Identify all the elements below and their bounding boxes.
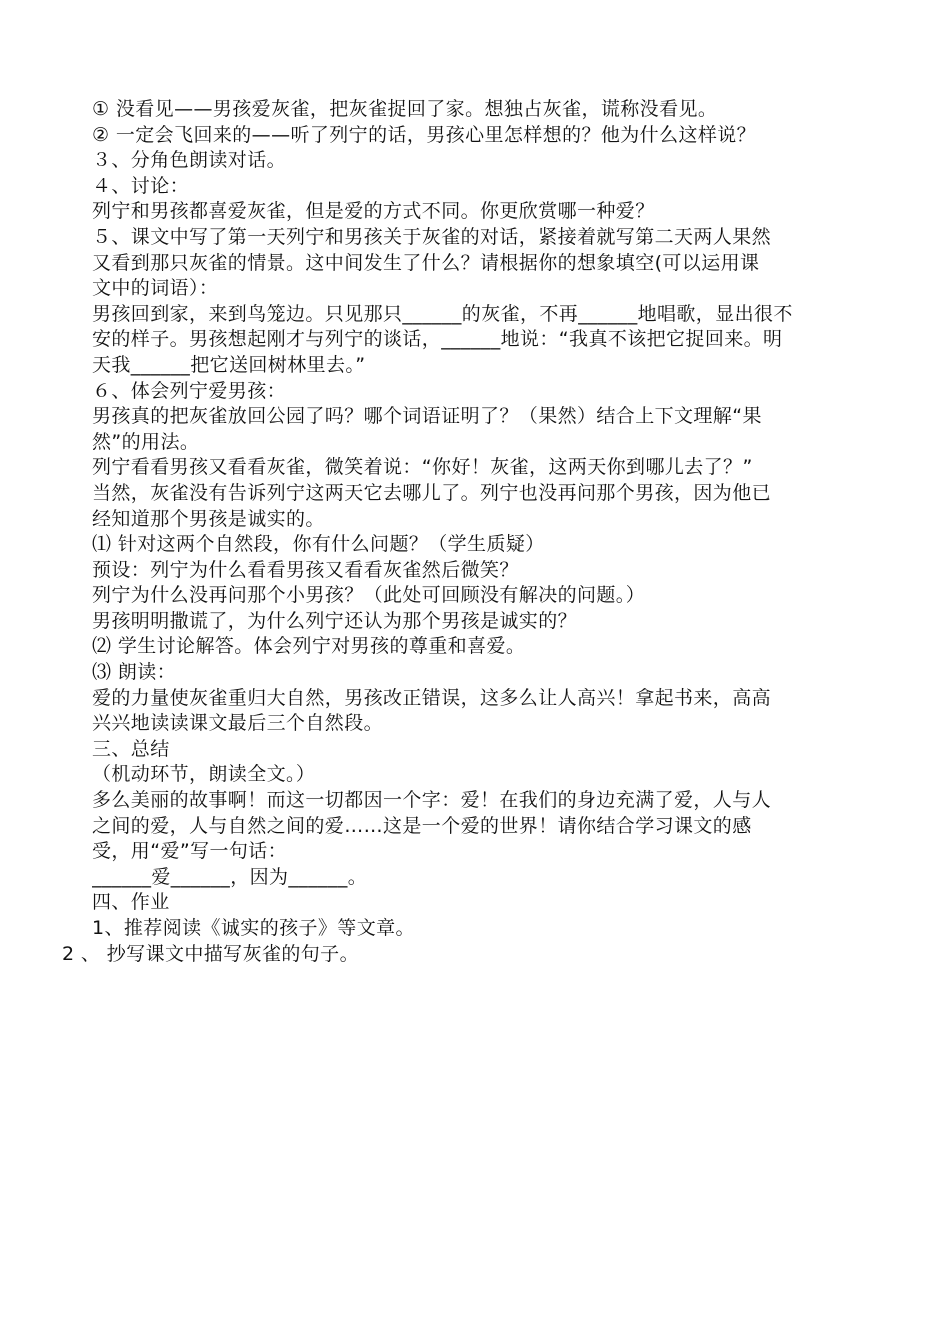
text-line: 男孩真的把灰雀放回公园了吗？哪个词语证明了？（果然）结合上下文理解“果	[92, 405, 762, 428]
text-line: ６、体会列宁爱男孩：	[92, 379, 287, 402]
document-body	[62, 97, 872, 967]
text-line: 列宁和男孩都喜爱灰雀，但是爱的方式不同。你更欣赏哪一种爱？	[92, 200, 655, 223]
text-line: ⑴ 针对这两个自然段，你有什么问题？（学生质疑）	[92, 533, 545, 556]
fill-blank-line: 天我______把它送回树林里去。”	[92, 353, 366, 376]
text-line: 之间的爱，人与自然之间的爱……这是一个爱的世界！请你结合学习课文的感	[92, 814, 752, 837]
text-line: 列宁看看男孩又看看灰雀，微笑着说：“你好！灰雀，这两天你到哪儿去了？”	[92, 456, 753, 479]
text-line: ② 一定会飞回来的——听了列宁的话，男孩心里怎样想的？他为什么这样说？	[92, 123, 757, 146]
homework-item: 1、推荐阅读《诚实的孩子》等文章。	[92, 917, 415, 939]
text-line: ３、分角色朗读对话。	[92, 149, 287, 172]
text-line: 又看到那只灰雀的情景。这中间发生了什么？请根据你的想象填空(可以运用课	[92, 251, 760, 274]
fill-blank-line: 男孩回到家，来到鸟笼边。只见那只______的灰雀，不再______地唱歌，显出很不	[92, 302, 793, 325]
text-line: ４、讨论：	[92, 174, 190, 197]
text-line: （机动环节，朗读全文。）	[92, 763, 316, 786]
text-line: 兴兴地读读课文最后三个自然段。	[92, 712, 384, 735]
text-line: ５、课文中写了第一天列宁和男孩关于灰雀的对话，紧接着就写第二天两人果然	[92, 225, 772, 248]
fill-blank-line: ______爱______，因为______。	[92, 865, 368, 888]
text-line: 当然，灰雀没有告诉列宁这两天它去哪儿了。列宁也没再问那个男孩，因为他已	[92, 481, 772, 504]
text-line: 预设：列宁为什么看看男孩又看看灰雀然后微笑？	[92, 558, 519, 581]
homework-item: 2 、 抄写课文中描写灰雀的句子。	[62, 942, 359, 965]
text-line: 经知道那个男孩是诚实的。	[92, 507, 325, 530]
text-line: 受，用“爱”写一句话：	[92, 840, 288, 863]
text-line: ① 没看见——男孩爱灰雀，把灰雀捉回了家。想独占灰雀，谎称没看见。	[92, 98, 718, 120]
text-line: 男孩明明撒谎了，为什么列宁还认为那个男孩是诚实的？	[92, 609, 578, 632]
text-line: ⑵ 学生讨论解答。体会列宁对男孩的尊重和喜爱。	[92, 635, 526, 658]
text-line: ⑶ 朗读：	[92, 661, 177, 684]
text-line: 列宁为什么没再问那个小男孩？（此处可回顾没有解决的问题。）	[92, 584, 646, 607]
text-line: 文中的词语）：	[92, 277, 219, 300]
section-heading: 四、作业	[92, 891, 170, 914]
text-line: 爱的力量使灰雀重归大自然，男孩改正错误，这多么让人高兴！拿起书来，高高	[92, 686, 772, 709]
text-line: 然”的用法。	[92, 430, 200, 453]
section-heading: 三、总结	[92, 737, 170, 760]
fill-blank-line: 安的样子。男孩想起刚才与列宁的谈话，______地说：“我真不该把它捉回来。明	[92, 328, 783, 351]
text-line: 多么美丽的故事啊！而这一切都因一个字：爱！在我们的身边充满了爱，人与人	[92, 789, 772, 812]
